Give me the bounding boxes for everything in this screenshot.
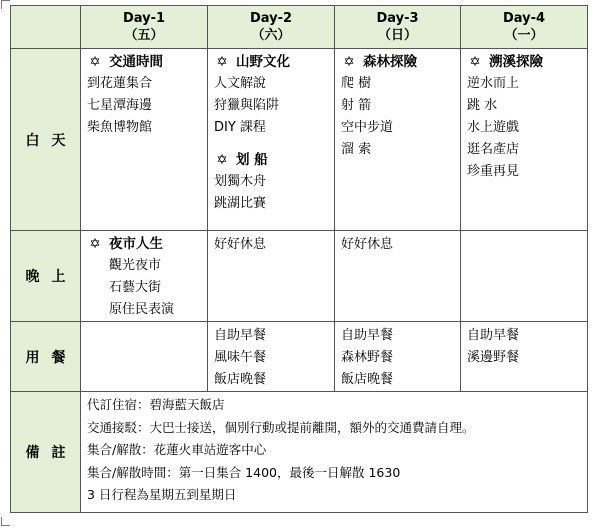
list-item: 好好休息 xyxy=(214,237,267,252)
list-item: 飯店晚餐 xyxy=(214,372,267,387)
list-item: 飯店晚餐 xyxy=(341,372,394,387)
section-heading: ✡ 划 船 xyxy=(214,150,334,170)
day-weekday: （日） xyxy=(377,28,417,43)
list-item: DIY 課程 xyxy=(214,120,266,135)
daytime-day-3 xyxy=(335,49,461,231)
notes-cell xyxy=(81,392,588,513)
meals-day-4 xyxy=(461,322,588,392)
list-item: 溪邊野餐 xyxy=(467,350,520,365)
list-item: 空中步道 xyxy=(341,120,394,135)
note-line: 代訂住宿：碧海藍天飯店 xyxy=(87,397,225,412)
note-line: 3 日行程為星期五到星期日 xyxy=(87,487,237,502)
list-item: 自助早餐 xyxy=(214,328,267,343)
list-item: 逆水而上 xyxy=(467,76,520,91)
section-heading: ✡ 夜市人生 xyxy=(87,234,207,254)
day-label: Day-1 xyxy=(122,11,166,26)
corner-mark-top xyxy=(1,0,10,9)
day-label: Day-4 xyxy=(502,11,546,26)
header-day-4 xyxy=(461,6,588,49)
list-item: 水上遊戲 xyxy=(467,120,520,135)
list-item: 七星潭海邊 xyxy=(87,98,153,113)
star-of-david-icon: ✡ xyxy=(216,152,228,168)
night-day-4 xyxy=(461,231,588,322)
section-heading: ✡ 溯溪探險 xyxy=(467,52,587,72)
itinerary-table-wrapper xyxy=(10,5,588,513)
row-label-night: 晚上 xyxy=(11,231,81,322)
daytime-day-2 xyxy=(208,49,335,231)
meals-day-1 xyxy=(81,322,208,392)
header-corner-cell xyxy=(11,6,81,49)
star-of-david-icon: ✡ xyxy=(469,54,481,70)
header-day-2 xyxy=(208,6,335,49)
note-line: 集合/解散時間：第一日集合 1400，最後一日解散 1630 xyxy=(87,464,401,480)
list-item: 石藝大街 xyxy=(109,280,162,295)
day-label: Day-3 xyxy=(376,11,419,26)
star-of-david-icon: ✡ xyxy=(343,54,355,70)
section-heading: ✡ 森林探險 xyxy=(341,52,460,72)
meals-row xyxy=(11,322,588,392)
day-weekday: （一） xyxy=(504,28,544,43)
daytime-day-1 xyxy=(81,49,208,231)
list-item: 射 箭 xyxy=(341,98,372,113)
list-item: 好好休息 xyxy=(341,237,394,252)
row-label-daytime: 白天 xyxy=(11,49,81,231)
list-item: 自助早餐 xyxy=(341,328,394,343)
list-item: 爬 樹 xyxy=(341,76,372,91)
note-line: 集合/解散：花蓮火車站遊客中心 xyxy=(87,442,267,457)
list-item: 划獨木舟 xyxy=(214,174,267,189)
list-item: 自助早餐 xyxy=(467,328,520,343)
header-day-1 xyxy=(81,6,208,49)
day-weekday: （六） xyxy=(251,28,291,43)
star-of-david-icon: ✡ xyxy=(89,54,101,70)
list-item: 珍重再見 xyxy=(467,164,520,179)
meals-day-3 xyxy=(335,322,461,392)
section-heading: ✡ 交通時間 xyxy=(87,52,207,72)
daytime-day-4 xyxy=(461,49,588,231)
section-heading: ✡ 山野文化 xyxy=(214,52,334,72)
list-item: 風味午餐 xyxy=(214,350,267,365)
list-item: 跳 水 xyxy=(467,98,498,113)
row-label-meals: 用餐 xyxy=(11,322,81,392)
night-day-2 xyxy=(208,231,335,322)
list-item: 觀光夜市 xyxy=(109,258,162,273)
notes-row xyxy=(11,392,588,513)
night-row xyxy=(11,231,588,322)
day-label: Day-2 xyxy=(249,11,293,26)
list-item: 溜 索 xyxy=(341,142,372,157)
list-item: 柴魚博物館 xyxy=(87,120,153,135)
night-day-3 xyxy=(335,231,461,322)
night-day-1 xyxy=(81,231,208,322)
list-item: 到花蓮集合 xyxy=(87,76,153,91)
header-row xyxy=(11,6,588,49)
meals-day-2 xyxy=(208,322,335,392)
list-item: 狩獵與陷阱 xyxy=(214,98,280,113)
note-line: 交通接駁：大巴士接送，個別行動或提前離開，額外的交通費請自理。 xyxy=(87,419,475,435)
daytime-row xyxy=(11,49,588,231)
star-of-david-icon: ✡ xyxy=(216,54,228,70)
header-day-3 xyxy=(335,6,461,49)
list-item: 跳湖比賽 xyxy=(214,196,267,211)
list-item: 人文解說 xyxy=(214,76,267,91)
corner-mark-bottom xyxy=(1,517,10,526)
row-label-notes: 備註 xyxy=(11,392,81,513)
star-of-david-icon: ✡ xyxy=(89,236,101,252)
list-item: 森林野餐 xyxy=(341,350,394,365)
list-item: 逛名產店 xyxy=(467,142,520,157)
list-item: 原住民表演 xyxy=(109,302,175,317)
itinerary-table xyxy=(10,5,588,513)
day-weekday: （五） xyxy=(124,28,164,43)
